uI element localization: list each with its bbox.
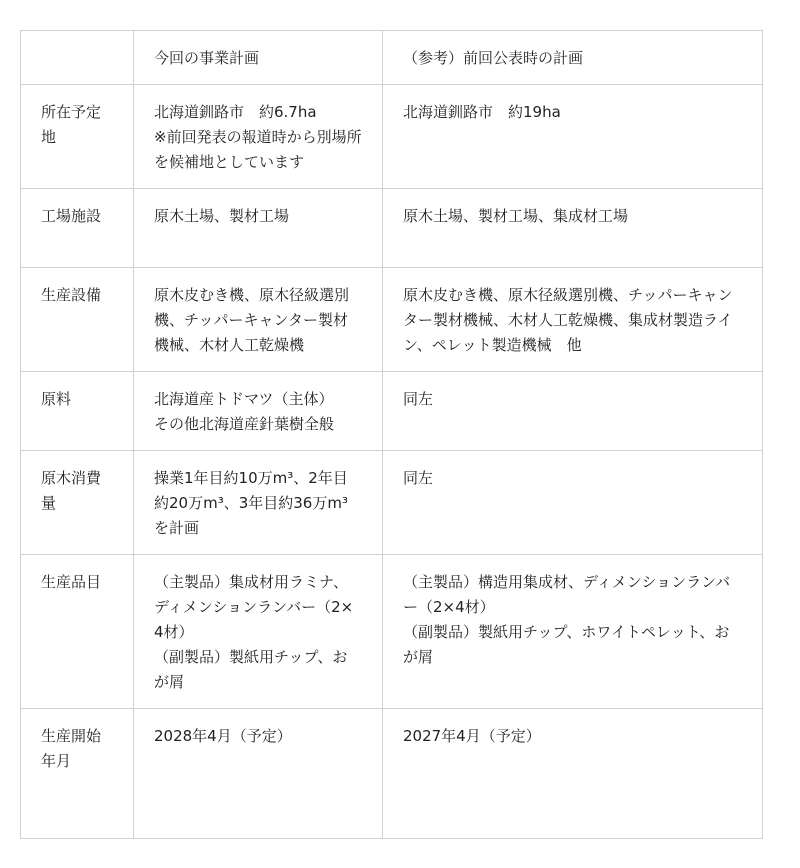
header-blank-cell <box>21 31 134 85</box>
table-row-location <box>21 85 763 189</box>
table-row-start-date <box>21 709 763 839</box>
table-row-material <box>21 372 763 451</box>
facility-current: 原木土場、製材工場 <box>134 189 383 268</box>
row-label-consumption: 原木消費 量 <box>21 451 134 555</box>
material-previous: 同左 <box>383 372 763 451</box>
location-previous: 北海道釧路市 約19ha <box>383 85 763 189</box>
row-label-facility: 工場施設 <box>21 189 134 268</box>
row-label-location: 所在予定 地 <box>21 85 134 189</box>
table-row-facility <box>21 189 763 268</box>
row-label-material: 原料 <box>21 372 134 451</box>
table-row-equipment <box>21 268 763 372</box>
equipment-previous: 原木皮むき機、原木径級選別機、チッパーキャンター製材機械、木材人工乾燥機、集成材製造ライン、ペレット製造機械 他 <box>383 268 763 372</box>
material-current: 北海道産トドマツ（主体） その他北海道産針葉樹全般 <box>134 372 383 451</box>
facility-previous: 原木土場、製材工場、集成材工場 <box>383 189 763 268</box>
products-previous: （主製品）構造用集成材、ディメンションランバー（2×4材） （副製品）製紙用チップ、ホワイトペレット、おが屑 <box>383 555 763 709</box>
row-label-products: 生産品目 <box>21 555 134 709</box>
consumption-previous: 同左 <box>383 451 763 555</box>
table-row-products <box>21 555 763 709</box>
start-date-previous: 2027年4月（予定） <box>383 709 763 839</box>
start-date-current: 2028年4月（予定） <box>134 709 383 839</box>
row-label-start-date: 生産開始 年月 <box>21 709 134 839</box>
row-label-equipment: 生産設備 <box>21 268 134 372</box>
location-current: 北海道釧路市 約6.7ha ※前回発表の報道時から別場所を候補地としています <box>134 85 383 189</box>
equipment-current: 原木皮むき機、原木径級選別機、チッパーキャンター製材機械、木材人工乾燥機 <box>134 268 383 372</box>
table-row-consumption <box>21 451 763 555</box>
header-previous-plan: （参考）前回公表時の計画 <box>383 31 763 85</box>
products-current: （主製品）集成材用ラミナ、ディメンションランバー（2×4材） （副製品）製紙用チップ、おが屑 <box>134 555 383 709</box>
consumption-current: 操業1年目約10万m³、2年目約20万m³、3年目約36万m³ を計画 <box>134 451 383 555</box>
plan-comparison-table <box>20 30 763 839</box>
table-header-row <box>21 31 763 85</box>
header-current-plan: 今回の事業計画 <box>134 31 383 85</box>
